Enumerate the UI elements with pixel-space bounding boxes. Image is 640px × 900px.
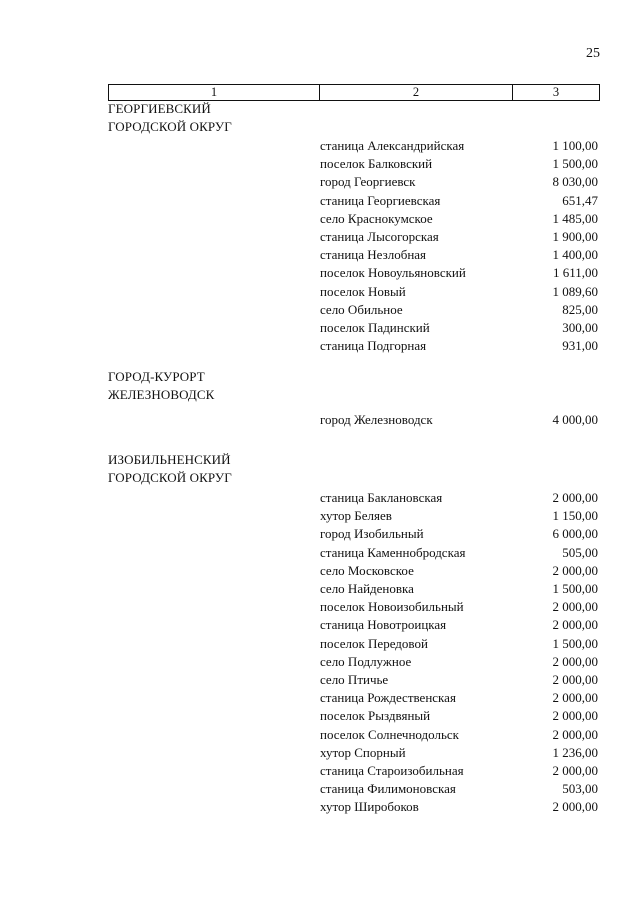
locality-row	[320, 246, 598, 264]
locality-list-georgievsky	[320, 137, 598, 355]
locality-name: село Краснокумское	[320, 210, 433, 226]
locality-row	[320, 228, 598, 246]
locality-row	[320, 319, 598, 337]
locality-row	[320, 725, 598, 743]
locality-name: станица Лысогорская	[320, 229, 439, 245]
locality-name: поселок Солнечнодольск	[320, 726, 459, 742]
locality-row	[320, 616, 598, 634]
locality-amount: 1 500,00	[552, 156, 598, 172]
district-name-line: ГОРОДСКОЙ ОКРУГ	[108, 470, 232, 485]
locality-amount: 1 150,00	[552, 508, 598, 524]
locality-amount: 2 000,00	[552, 653, 598, 669]
locality-amount: 2 000,00	[552, 671, 598, 687]
district-name-line: ГОРОДСКОЙ ОКРУГ	[108, 119, 232, 134]
locality-name: город Георгиевск	[320, 174, 416, 190]
locality-amount: 2 000,00	[552, 726, 598, 742]
locality-row	[320, 283, 598, 301]
locality-amount: 1 089,60	[552, 283, 598, 299]
locality-amount: 2 000,00	[552, 562, 598, 578]
locality-name: поселок Падинский	[320, 319, 430, 335]
locality-amount: 505,00	[562, 544, 598, 560]
district-izobilnensky	[108, 451, 308, 487]
district-name-line: ЖЕЛЕЗНОВОДСК	[108, 387, 215, 402]
locality-name: станица Рождественская	[320, 690, 456, 706]
locality-amount: 2 000,00	[552, 799, 598, 815]
locality-name: станица Староизобильная	[320, 762, 464, 778]
locality-amount: 300,00	[562, 319, 598, 335]
locality-amount: 4 000,00	[552, 412, 598, 428]
locality-row	[320, 301, 598, 319]
locality-row	[320, 155, 598, 173]
locality-row	[320, 635, 598, 653]
district-georgievsky	[108, 100, 308, 136]
locality-row	[320, 137, 598, 155]
locality-amount: 2 000,00	[552, 690, 598, 706]
locality-amount: 2 000,00	[552, 708, 598, 724]
locality-amount: 1 100,00	[552, 138, 598, 154]
locality-row	[320, 762, 598, 780]
locality-name: поселок Передовой	[320, 635, 428, 651]
table-header-row	[108, 84, 600, 101]
district-name-line: ГОРОД-КУРОРТ	[108, 369, 205, 384]
district-name-line: ИЗОБИЛЬНЕНСКИЙ	[108, 452, 231, 467]
locality-amount: 2 000,00	[552, 617, 598, 633]
locality-name: станица Александрийская	[320, 138, 465, 154]
locality-row	[320, 337, 598, 355]
locality-name: хутор Широбоков	[320, 799, 419, 815]
locality-name: село Птичье	[320, 671, 389, 687]
locality-row	[320, 507, 598, 525]
locality-name: город Железноводск	[320, 412, 433, 428]
locality-name: станица Филимоновская	[320, 781, 456, 797]
table-header-col-3: 3	[552, 85, 560, 99]
locality-name: село Обильное	[320, 301, 403, 317]
table-header-col-1: 1	[109, 85, 320, 100]
district-name-line: ГЕОРГИЕВСКИЙ	[108, 101, 211, 116]
locality-name: село Подлужное	[320, 653, 412, 669]
locality-name: станица Незлобная	[320, 247, 427, 263]
locality-name: станица Подгорная	[320, 338, 427, 354]
locality-amount: 2 000,00	[552, 490, 598, 506]
locality-row	[320, 192, 598, 210]
locality-row	[320, 780, 598, 798]
locality-amount: 931,00	[562, 338, 598, 354]
locality-name: станица Баклановская	[320, 490, 443, 506]
locality-row	[320, 671, 598, 689]
locality-amount: 1 400,00	[552, 247, 598, 263]
locality-list-izobilnensky	[320, 489, 598, 816]
locality-name: поселок Новый	[320, 283, 406, 299]
locality-amount: 2 000,00	[552, 599, 598, 615]
locality-amount: 1 236,00	[552, 744, 598, 760]
locality-amount: 1 900,00	[552, 229, 598, 245]
locality-row	[320, 264, 598, 282]
locality-row	[320, 562, 598, 580]
locality-row	[320, 689, 598, 707]
locality-row	[320, 598, 598, 616]
locality-row	[320, 653, 598, 671]
locality-name: хутор Спорный	[320, 744, 406, 760]
locality-name: поселок Новоизобильный	[320, 599, 464, 615]
locality-amount: 6 000,00	[552, 526, 598, 542]
locality-amount: 1 500,00	[552, 581, 598, 597]
locality-amount: 825,00	[562, 301, 598, 317]
locality-name: станица Георгиевская	[320, 192, 441, 208]
locality-row	[320, 525, 598, 543]
locality-name: село Московское	[320, 562, 414, 578]
locality-amount: 503,00	[562, 781, 598, 797]
locality-amount: 2 000,00	[552, 762, 598, 778]
locality-amount: 1 500,00	[552, 635, 598, 651]
locality-row	[320, 210, 598, 228]
locality-name: село Найденовка	[320, 581, 414, 597]
locality-row	[320, 707, 598, 725]
table-header-col-2: 2	[320, 85, 513, 100]
district-zheleznovodsk	[108, 368, 308, 404]
locality-amount: 8 030,00	[552, 174, 598, 190]
locality-row	[320, 580, 598, 598]
locality-name: станица Каменнобродская	[320, 544, 466, 560]
locality-row	[320, 411, 598, 429]
locality-row	[320, 744, 598, 762]
locality-name: станица Новотроицкая	[320, 617, 447, 633]
locality-name: поселок Новоульяновский	[320, 265, 466, 281]
locality-row	[320, 173, 598, 191]
locality-name: хутор Беляев	[320, 508, 392, 524]
locality-amount: 651,47	[562, 192, 598, 208]
locality-row	[320, 798, 598, 816]
locality-row	[320, 544, 598, 562]
locality-row	[320, 489, 598, 507]
locality-amount: 1 485,00	[552, 210, 598, 226]
locality-name: поселок Балковский	[320, 156, 433, 172]
locality-name: город Изобильный	[320, 526, 424, 542]
locality-list-zheleznovodsk	[320, 411, 598, 429]
page-number: 25	[586, 46, 600, 61]
locality-name: поселок Рыздвяный	[320, 708, 431, 724]
locality-amount: 1 611,00	[552, 265, 598, 281]
